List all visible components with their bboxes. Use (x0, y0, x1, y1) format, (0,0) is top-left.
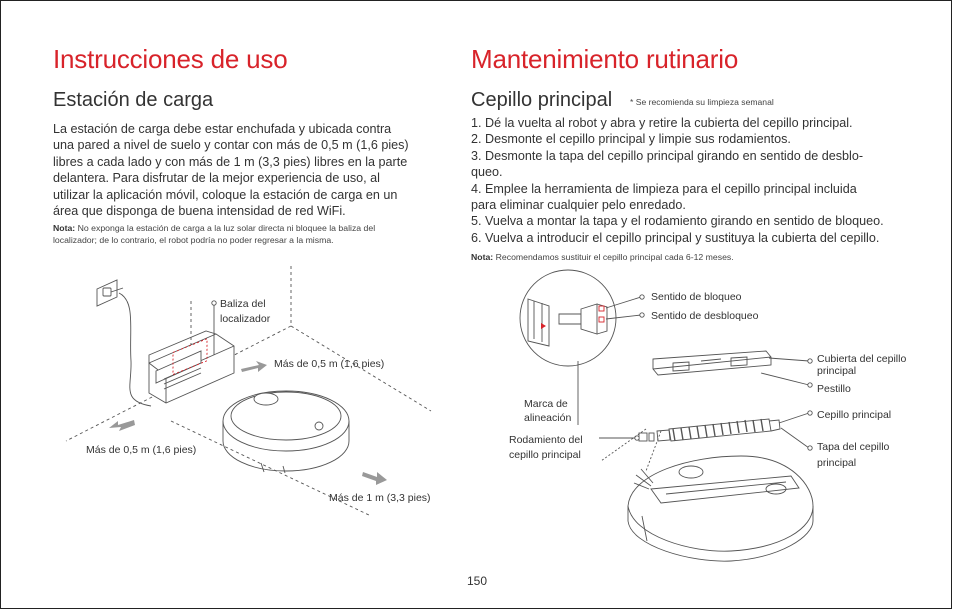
step-line: 1. Dé la vuelta al robot y abra y retire la cubierta del cepillo principal. (471, 116, 853, 130)
label-cover-line1: Cubierta del cepillo (817, 353, 907, 365)
label-lock: Sentido de bloqueo (651, 291, 742, 303)
left-title: Instrucciones de uso (53, 44, 288, 74)
label-beacon-line1: Baliza del (220, 298, 266, 310)
paragraph-line: libres a cada lado y con más de 1 m (3,3 pies) libres en la parte (53, 154, 408, 169)
step-line: 6. Vuelva a introducir el cepillo principal y sustituya la cubierta del cepillo. (471, 230, 880, 245)
label-latch: Pestillo (817, 383, 851, 395)
label-clearance-side-left: Más de 0,5 m (1,6 pies) (86, 444, 197, 456)
step-line: 4. Emplee la herramienta de limpieza para el cepillo principal incluida (471, 181, 857, 196)
left-subtitle: Estación de carga (53, 89, 214, 111)
step-line: queo. (471, 165, 503, 180)
note-text-line1: No exponga la estación de carga a la luz solar directa ni bloquee la baliza del (77, 223, 376, 233)
illustrations (1, 1, 953, 610)
label-clearance-front: Más de 1 m (3,3 pies) (329, 492, 431, 504)
page-number: 150 (467, 574, 488, 588)
brush-bearing-icon (639, 433, 654, 441)
recommend-note: * Se recomienda su limpieza semanal (630, 97, 774, 107)
right-title: Mantenimiento rutinario (471, 44, 739, 74)
label-cap-line2: principal (817, 457, 857, 469)
right-subtitle: Cepillo principal (471, 89, 613, 111)
brush-callout-line (779, 413, 809, 423)
label-bearing-line1: Rodamiento del (509, 434, 583, 446)
cap-callout-line (781, 428, 809, 448)
label-bearing-line2: cepillo principal (509, 449, 581, 461)
label-unlock: Sentido de desbloqueo (651, 310, 759, 322)
paragraph-line: delantera. Para disfrutar de la mejor experiencia de uso, al (53, 171, 380, 186)
step-line: 3. Desmonte la tapa del cepillo principal girando en sentido de desblo- (471, 148, 864, 163)
label-beacon-line2: localizador (220, 313, 271, 325)
robot-underside-icon (628, 456, 813, 561)
arrow-right-icon (241, 361, 267, 372)
callout-dot (212, 301, 216, 305)
note-text-line2: localizador; de lo contrario, el robot podría no poder regresar a la misma. (53, 234, 334, 245)
label-clearance-side-right: Más de 0,5 m (1,6 pies) (274, 358, 385, 370)
label-alignment-line1: Marca de (524, 398, 568, 410)
brush-cover-icon (653, 351, 771, 375)
note-text: Recomendamos sustituir el cepillo principal cada 6-12 meses. (495, 252, 734, 262)
label-alignment-line2: alineación (524, 412, 572, 424)
power-cable (119, 293, 151, 406)
paragraph-line: área que disponga de buena intensidad de red WiFi. (53, 204, 346, 219)
note-label: Nota: (53, 223, 76, 233)
paragraph-line: una pared a nivel de suelo y contar con más de 0,5 m (1,6 pies) (53, 138, 409, 153)
note-label: Nota: (471, 252, 494, 262)
step-line: 2. Desmonte el cepillo principal y limpie sus rodamientos. (471, 132, 791, 147)
label-cap-line1: Tapa del cepillo (817, 441, 890, 453)
paragraph-line: utilizar la aplicación móvil, coloque la estación de carga en un (53, 187, 398, 202)
main-brush-icon (657, 419, 780, 441)
label-cover-line2: principal (817, 365, 857, 377)
label-brush: Cepillo principal (817, 409, 892, 421)
arrow-front-icon (362, 472, 387, 485)
assembly-guide (601, 429, 661, 471)
arrow-left-icon (109, 420, 135, 431)
robot-vacuum-icon (223, 391, 349, 473)
paragraph-line: La estación de carga debe estar enchufada y ubicada contra (53, 122, 392, 136)
step-line: 5. Vuelva a montar la tapa y el rodamiento girando en sentido de bloqueo. (471, 214, 884, 229)
latch-callout-line (761, 373, 809, 385)
step-line: para eliminar cualquier pelo enredado. (471, 198, 686, 213)
cover-callout-line (769, 358, 809, 361)
charging-dock-icon (149, 331, 234, 403)
